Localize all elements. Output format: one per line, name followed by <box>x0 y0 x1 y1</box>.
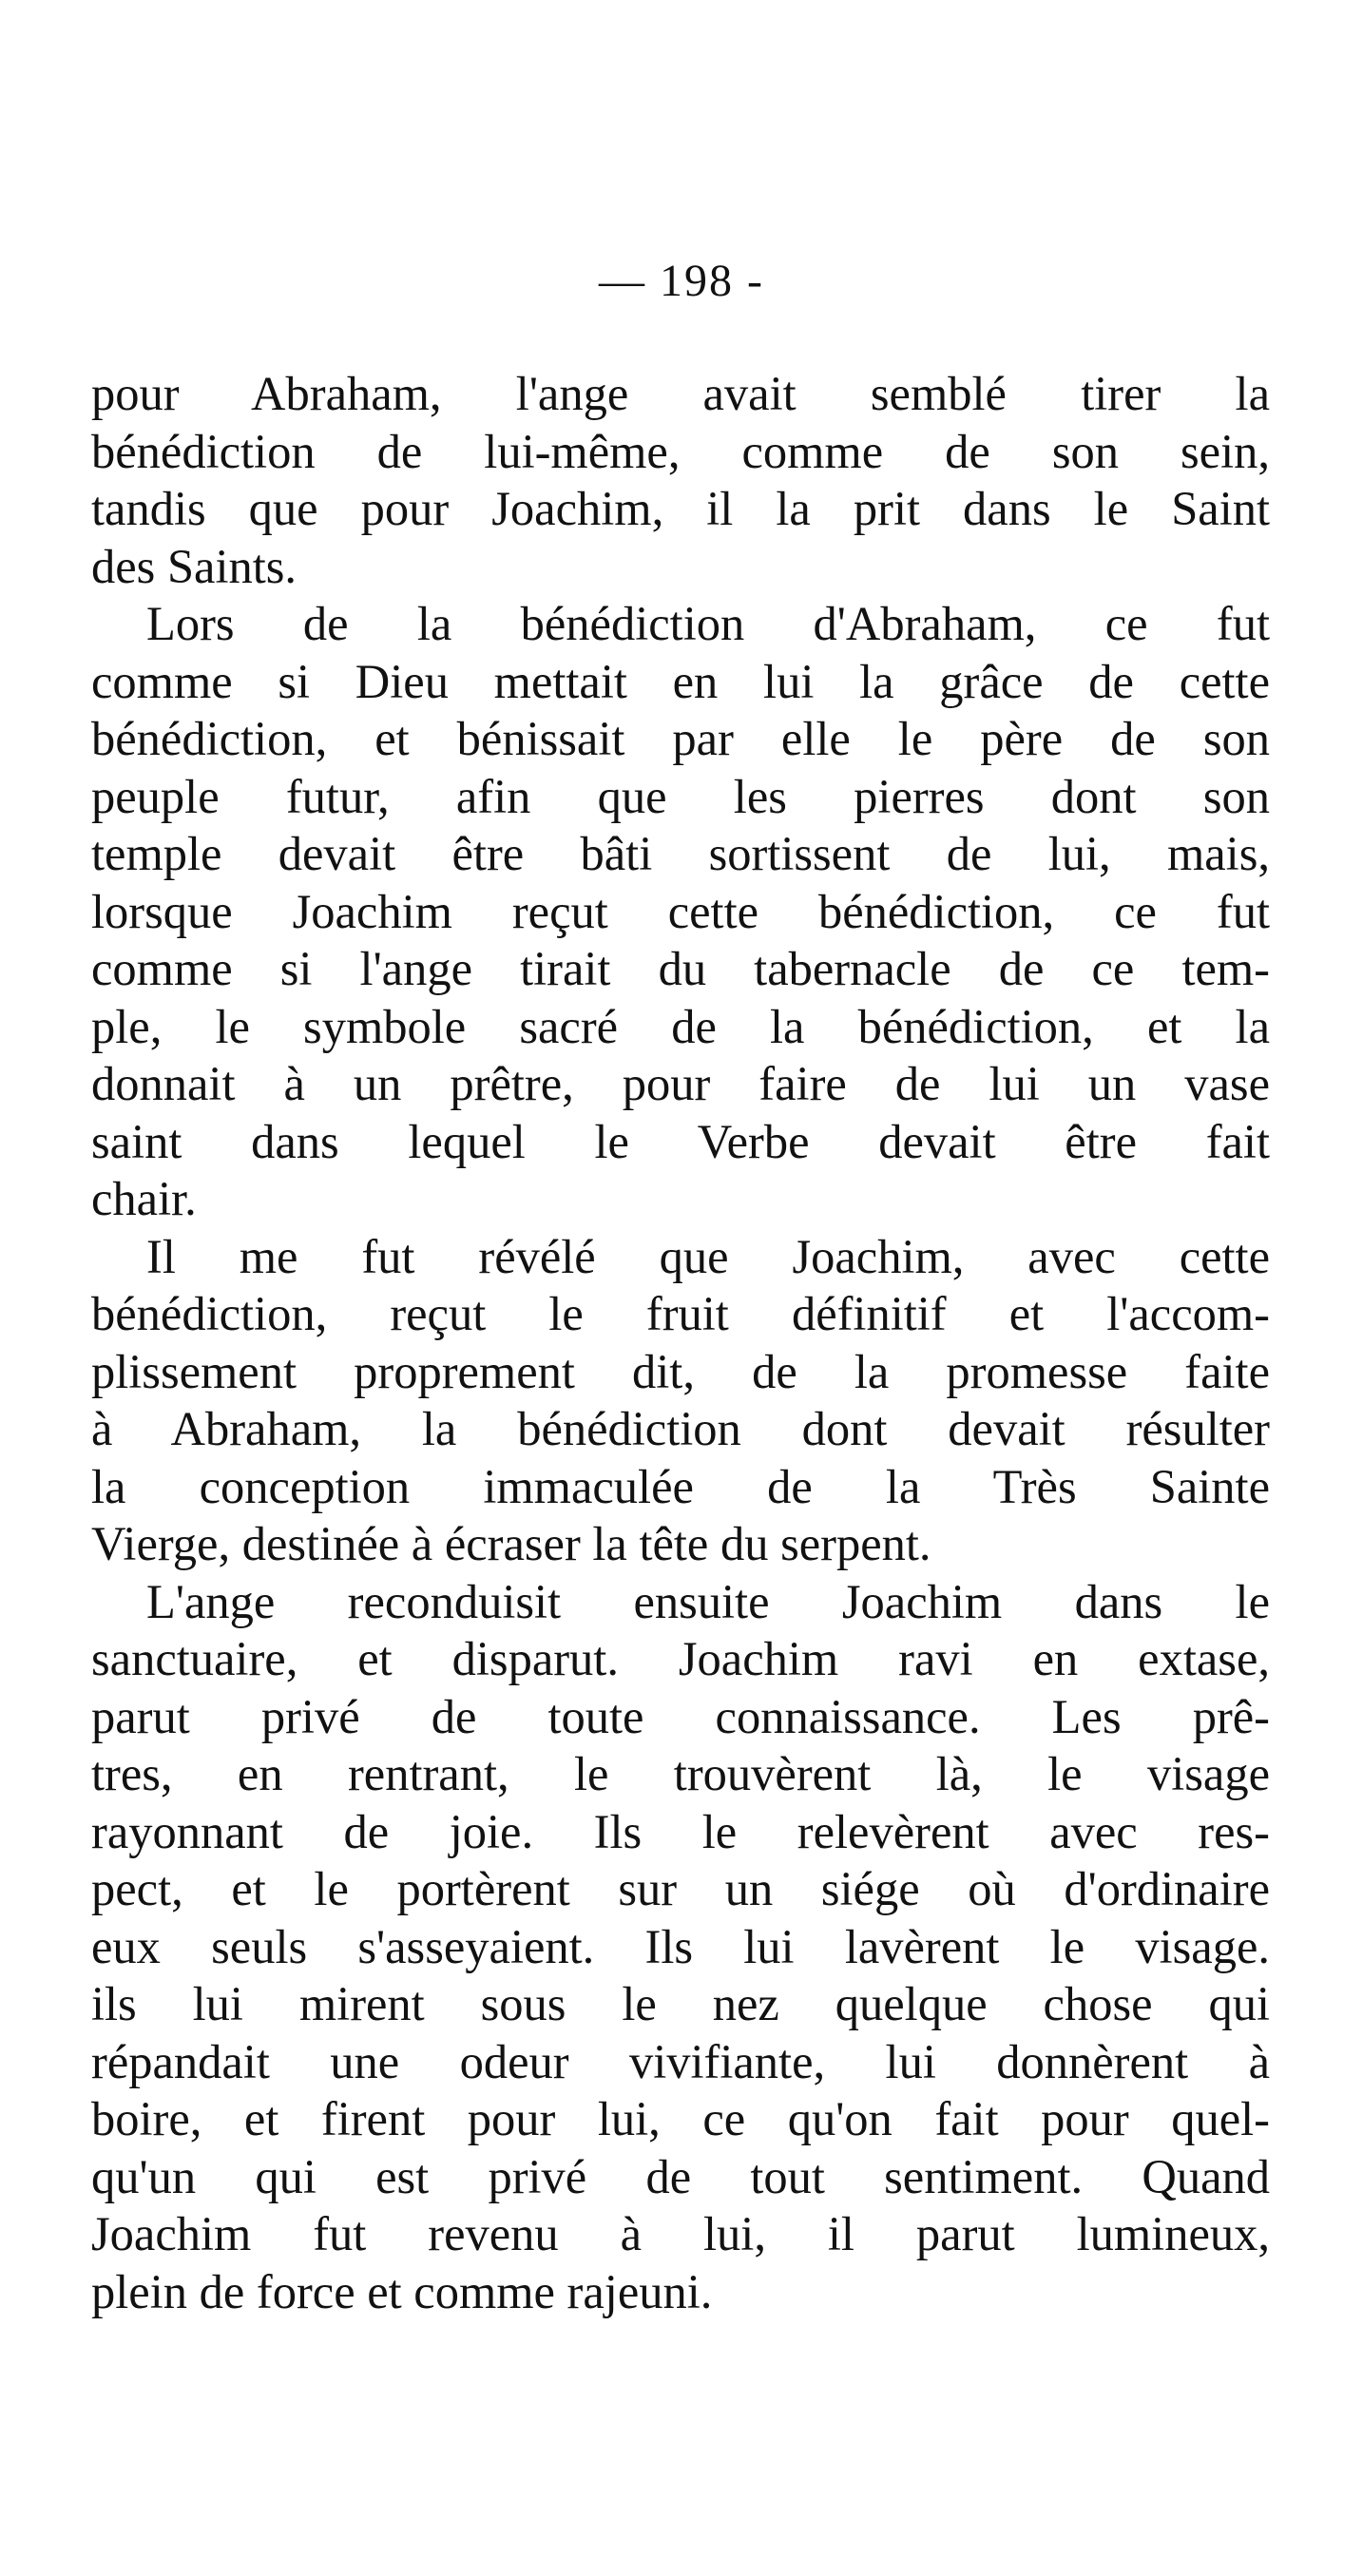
body-text <box>91 365 1270 2320</box>
text-line: chair. <box>91 1172 197 1225</box>
text-line: tandis que pour Joachim, il la prit dans le Saint <box>91 482 1270 535</box>
text-line: la conception immaculée de la Très Sainte <box>91 1459 1270 1513</box>
text-line: parut privé de toute connaissance. Les prê- <box>91 1689 1270 1743</box>
text-line: temple devait être bâti sortissent de lui, mais, <box>91 827 1270 880</box>
text-line: bénédiction, reçut le fruit définitif et l'accom- <box>91 1287 1270 1340</box>
text-line: pect, et le portèrent sur un siége où d'ordinaire <box>91 1862 1270 1915</box>
text-line: peuple futur, afin que les pierres dont son <box>91 769 1270 823</box>
text-line: plein de force et comme rajeuni. <box>91 2264 713 2318</box>
text-line: des Saints. <box>91 539 298 593</box>
text-line: eux seuls s'asseyaient. Ils lui lavèrent le visage. <box>91 1919 1270 1973</box>
text-line: à Abraham, la bénédiction dont devait résulter <box>91 1402 1270 1455</box>
text-line: qu'un qui est privé de tout sentiment. Quand <box>91 2149 1270 2203</box>
text-line: Vierge, destinée à écraser la tête du serpent. <box>91 1517 931 1570</box>
text-line: Lors de la bénédiction d'Abraham, ce fut <box>146 597 1270 650</box>
text-line: bénédiction, et bénissait par elle le père de son <box>91 712 1270 765</box>
text-line: lorsque Joachim reçut cette bénédiction, ce fut <box>91 884 1270 938</box>
text-line: Il me fut révélé que Joachim, avec cette <box>146 1229 1270 1283</box>
text-line: tres, en rentrant, le trouvèrent là, le visage <box>91 1747 1270 1800</box>
text-line: ils lui mirent sous le nez quelque chose qui <box>91 1977 1270 2030</box>
text-line: L'ange reconduisit ensuite Joachim dans le <box>146 1574 1270 1628</box>
text-line: pour Abraham, l'ange avait semblé tirer la <box>91 367 1270 420</box>
text-line: répandait une odeur vivifiante, lui donnèrent à <box>91 2034 1270 2088</box>
text-line: ple, le symbole sacré de la bénédiction, et la <box>91 999 1270 1053</box>
text-line: sanctuaire, et disparut. Joachim ravi en extase, <box>91 1632 1270 1685</box>
text-line: bénédiction de lui-même, comme de son sein, <box>91 424 1270 478</box>
text-line: boire, et firent pour lui, ce qu'on fait pour quel- <box>91 2092 1270 2145</box>
text-line: plissement proprement dit, de la promesse faite <box>91 1344 1270 1398</box>
text-line: saint dans lequel le Verbe devait être fait <box>91 1114 1270 1168</box>
text-line: comme si l'ange tirait du tabernacle de ce tem- <box>91 942 1270 995</box>
text-line: rayonnant de joie. Ils le relevèrent avec res- <box>91 1804 1270 1858</box>
text-line: Joachim fut revenu à lui, il parut lumineux, <box>91 2207 1270 2260</box>
text-line: comme si Dieu mettait en lui la grâce de cette <box>91 654 1270 708</box>
page-number: — 198 - <box>599 256 764 306</box>
text-line: donnait à un prêtre, pour faire de lui un vase <box>91 1057 1270 1110</box>
